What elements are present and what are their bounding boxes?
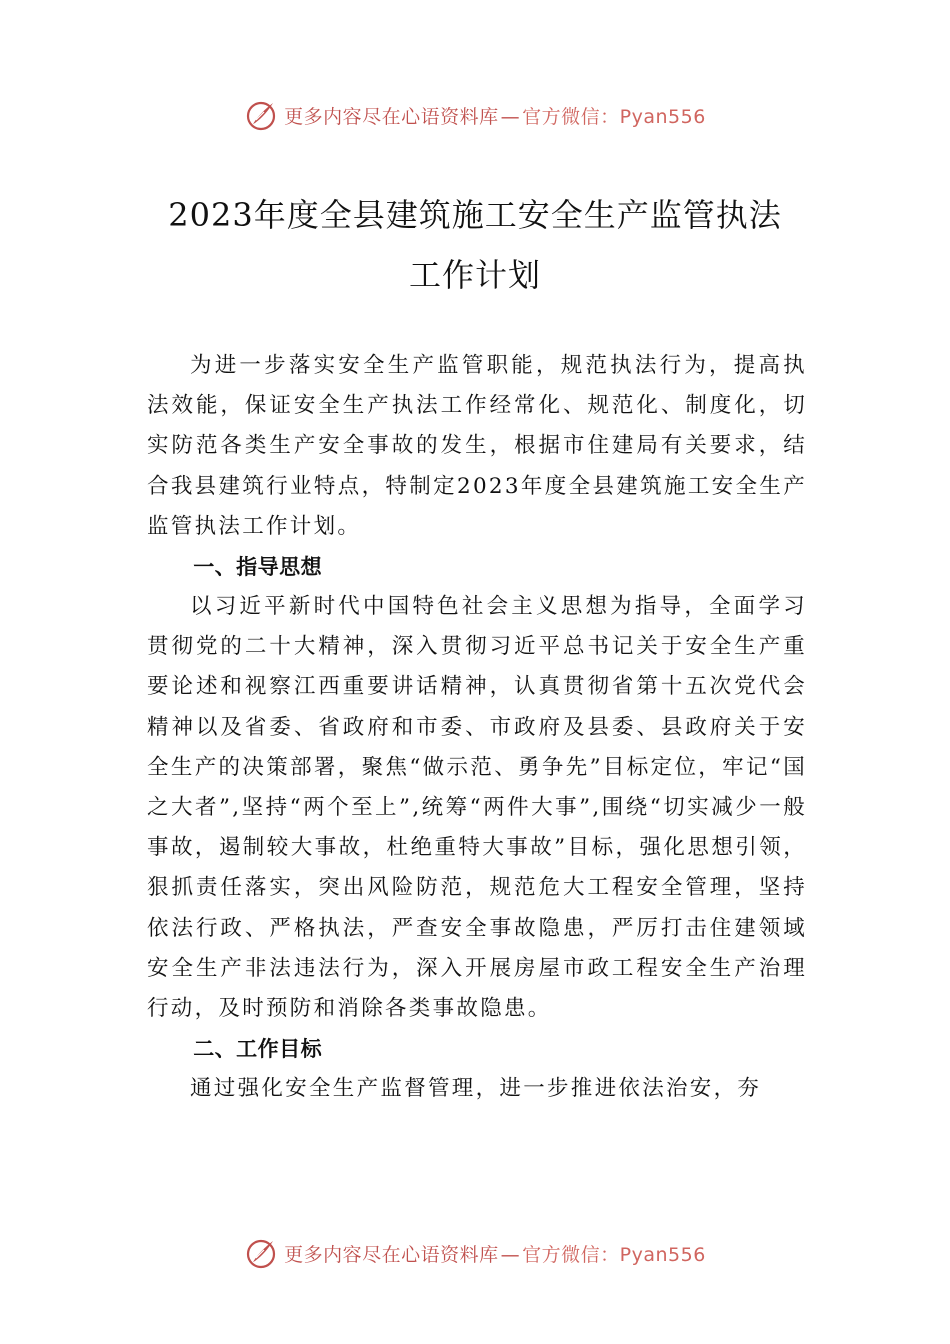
section-1-paragraph: 以习近平新时代中国特色社会主义思想为指导，全面学习贯彻党的二十大精神，深入贯彻习近平总书记关于安全生产重要论述和视察江西重要讲话精神，认真贯彻省第十五次党代会精神以及省委、省政府和市委、市政府及县委、县政府关于安全生产的决策部署，聚焦“做示范、勇争先”目标定位，牢记“国之大者”,坚持“两个至上”,统筹“两件大事”,围绕“切实减少一般事故，遏制较大事故，杜绝重特大事故”目标，强化思想引领，狠抓责任落实，突出风险防范，规范危大工程安全管理，坚持依法行政、严格执法，严查安全事故隐患，严厉打击住建领域安全生产非法违法行为，深入开展房屋市政工程安全生产治理行动，及时预防和消除各类事故隐患。 bbox=[147, 594, 807, 1022]
banner-text bbox=[284, 1240, 706, 1267]
quill-seal-logo-icon bbox=[244, 98, 278, 132]
section-2-paragraph: 通过强化安全生产监督管理，进一步推进依法治安，夯 bbox=[190, 1076, 762, 1102]
banner-dash: — bbox=[500, 105, 521, 128]
document-body bbox=[147, 346, 807, 1109]
header-banner bbox=[0, 95, 950, 135]
footer-banner bbox=[0, 1233, 950, 1273]
document-title-line-1: 2023年度全县建筑施工安全生产监管执法 bbox=[168, 196, 782, 234]
banner-text bbox=[284, 102, 706, 129]
banner-slogan: 更多内容尽在心语资料库 bbox=[284, 105, 499, 128]
banner-contact: 官方微信：Pyan556 bbox=[522, 1243, 706, 1266]
document-title-line-2: 工作计划 bbox=[408, 256, 541, 294]
quill-seal-logo-icon bbox=[244, 1236, 278, 1270]
section-2-heading: 二、工作目标 bbox=[193, 1037, 323, 1062]
banner-contact: 官方微信：Pyan556 bbox=[522, 105, 706, 128]
banner-dash: — bbox=[500, 1243, 521, 1266]
banner-slogan: 更多内容尽在心语资料库 bbox=[284, 1243, 499, 1266]
intro-paragraph: 为进一步落实安全生产监管职能，规范执法行为，提高执法效能，保证安全生产执法工作经常化、规范化、制度化，切实防范各类生产安全事故的发生，根据市住建局有关要求，结合我县建筑行业特点，特制定2023年度全县建筑施工安全生产监管执法工作计划。 bbox=[147, 353, 807, 539]
section-1-heading: 一、指导思想 bbox=[193, 555, 323, 580]
